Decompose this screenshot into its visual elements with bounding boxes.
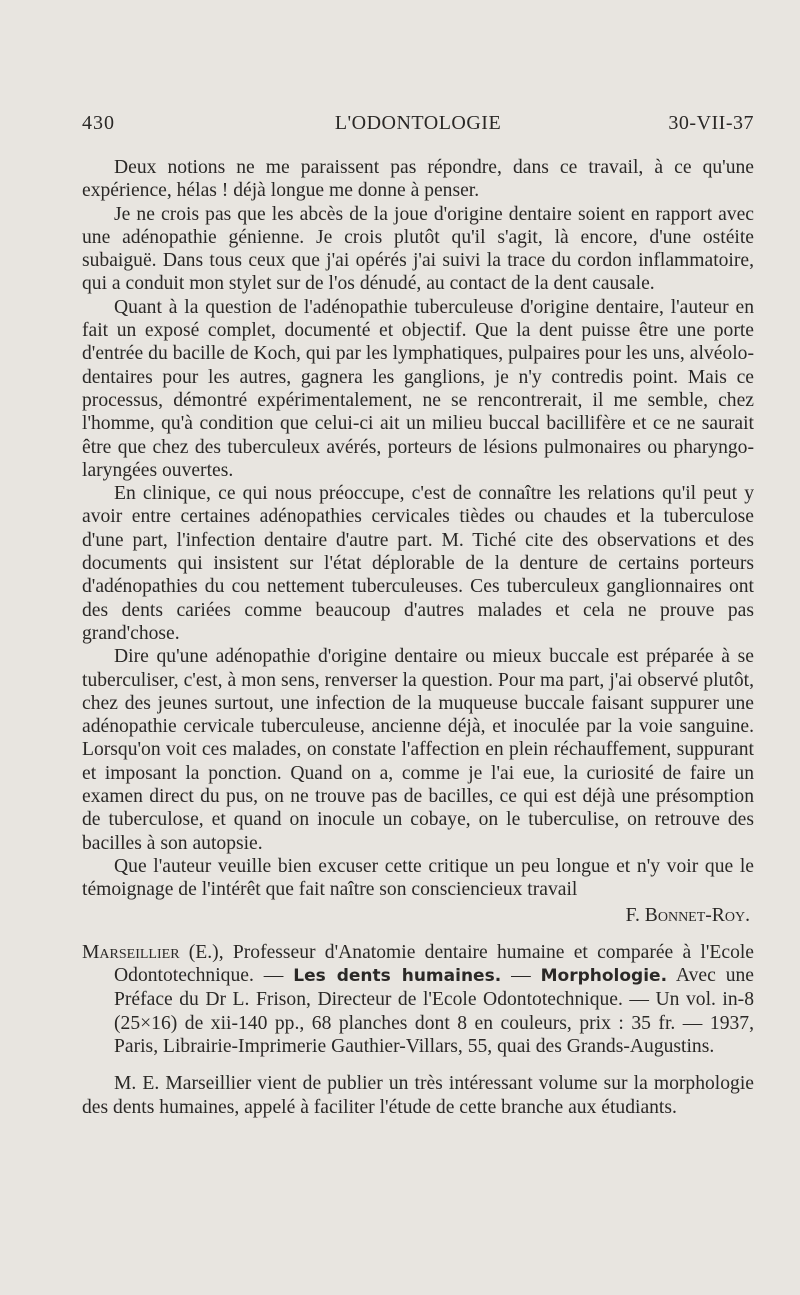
- page-number: 430: [82, 112, 115, 134]
- review-text: M. E. Marseillier vient de publier un très intéressant volume sur la morphologie des dents humaines, appelé à faciliter l'étude de cette branche aux étudiants.: [82, 1073, 754, 1118]
- paragraph: Je ne crois pas que les abcès de la joue d'origine dentaire soient en rapport avec une adénopathie génienne. Je crois plutôt qu'il s'agit, là encore, d'une ostéite subaiguë. Dans tous ceux que j'ai opérés j'ai suivi la trace du cordon inflammatoire, qui a conduit mon stylet sur de l'os dénudé, au contact de la dent causale.: [82, 203, 754, 295]
- paragraph: En clinique, ce qui nous préoccupe, c'est de connaître les relations qu'il peut y avoir entre certaines adénopathies cervicales tièdes ou chaudes et la tuberculose d'une part, l'infection dentaire d'autre part. M. Tiché cite des observations et des documents qui insistent sur l'état déplorable de la denture de certains porteurs d'adénopathies du cou nettement tuberculeuses. Ces tuberculeux ganglionnaires ont des dents cariées comme beaucoup d'autres malades et cela ne prouve pas grand'chose.: [82, 483, 754, 644]
- paragraph: Que l'auteur veuille bien excuser cette critique un peu longue et n'y voir que le témoignage de l'intérêt que fait naître son consciencieux travail: [82, 855, 754, 901]
- book-review-entry: [82, 941, 754, 1058]
- paragraph: Quant à la question de l'adénopathie tuberculeuse d'origine dentaire, l'auteur en fait un exposé complet, documenté et objectif. Que la dent puisse être une porte d'entrée du bacille de Koch, qui par les lymphatiques, pulpaires pour les uns, alvéolo-dentaires pour les autres, gagnera les ganglions, je n'y contredis point. Mais ce processus, démontré expérimentalement, ne se rencontrerait, il me semble, chez l'homme, qu'à condition que celui-ci ait un milieu buccal bacillifère et ce ne saurait être que chez des tuberculeux avérés, porteurs de lésions pulmonaires ou pharyngo-laryngées ouvertes.: [82, 296, 754, 481]
- paragraph: Deux notions ne me paraissent pas répondre, dans ce travail, à ce qu'une expérience, hélas ! déjà longue me donne à penser.: [82, 157, 754, 202]
- issue-date: 30-VII-37: [668, 112, 754, 134]
- paragraph: Dire qu'une adénopathie d'origine dentaire ou mieux buccale est préparée à se tuberculiser, c'est, à mon sens, renverser la question. Pour ma part, j'ai observé plutôt, chez des jeunes surtout, une infection de la muqueuse buccale faisant suppurer une adénopathie cervicale tuberculeuse, ancienne déjà, et inoculée par la voie sanguine. Lorsqu'on voit ces malades, on constate l'affection en plein réchauffement, suppurant et imposant la ponction. Quand on a, comme je l'ai eue, la curiosité de faire un examen direct du pus, on ne trouve pas de bacilles, ce qui est déjà une présomption de tuberculose, et quand on inocule un cobaye, on le tuberculise, on retrouve des bacilles à son autopsie.: [82, 646, 754, 854]
- review-book-subtitle: Morphologie.: [540, 966, 668, 987]
- review-author: Marseillier (E.): [82, 941, 219, 963]
- running-header: [82, 112, 754, 138]
- journal-title: L'ODONTOLOGIE: [334, 112, 502, 134]
- review-affiliation: , Professeur d'Anatomie dentaire humaine et comparée à l'Ecole Odontotechnique. —: [114, 941, 755, 987]
- review-details: Avec une Préface du Dr L. Frison, Directeur de l'Ecole Odontotechnique. — Un vol. in-8 (25×16) de xii-140 pp., 68 planches dont 8 en couleurs, prix : 35 fr. — 1937, Paris, Librairie-Imprimerie Gauthier-Villars, 55, quai des Grands-Augustins.: [114, 965, 754, 1057]
- review-separator: —: [501, 965, 541, 987]
- article-body: [82, 156, 754, 1119]
- signature: [82, 904, 754, 927]
- review-book-title: Les dents humaines.: [293, 966, 502, 987]
- signature-name: F. Bonnet-Roy.: [625, 904, 750, 926]
